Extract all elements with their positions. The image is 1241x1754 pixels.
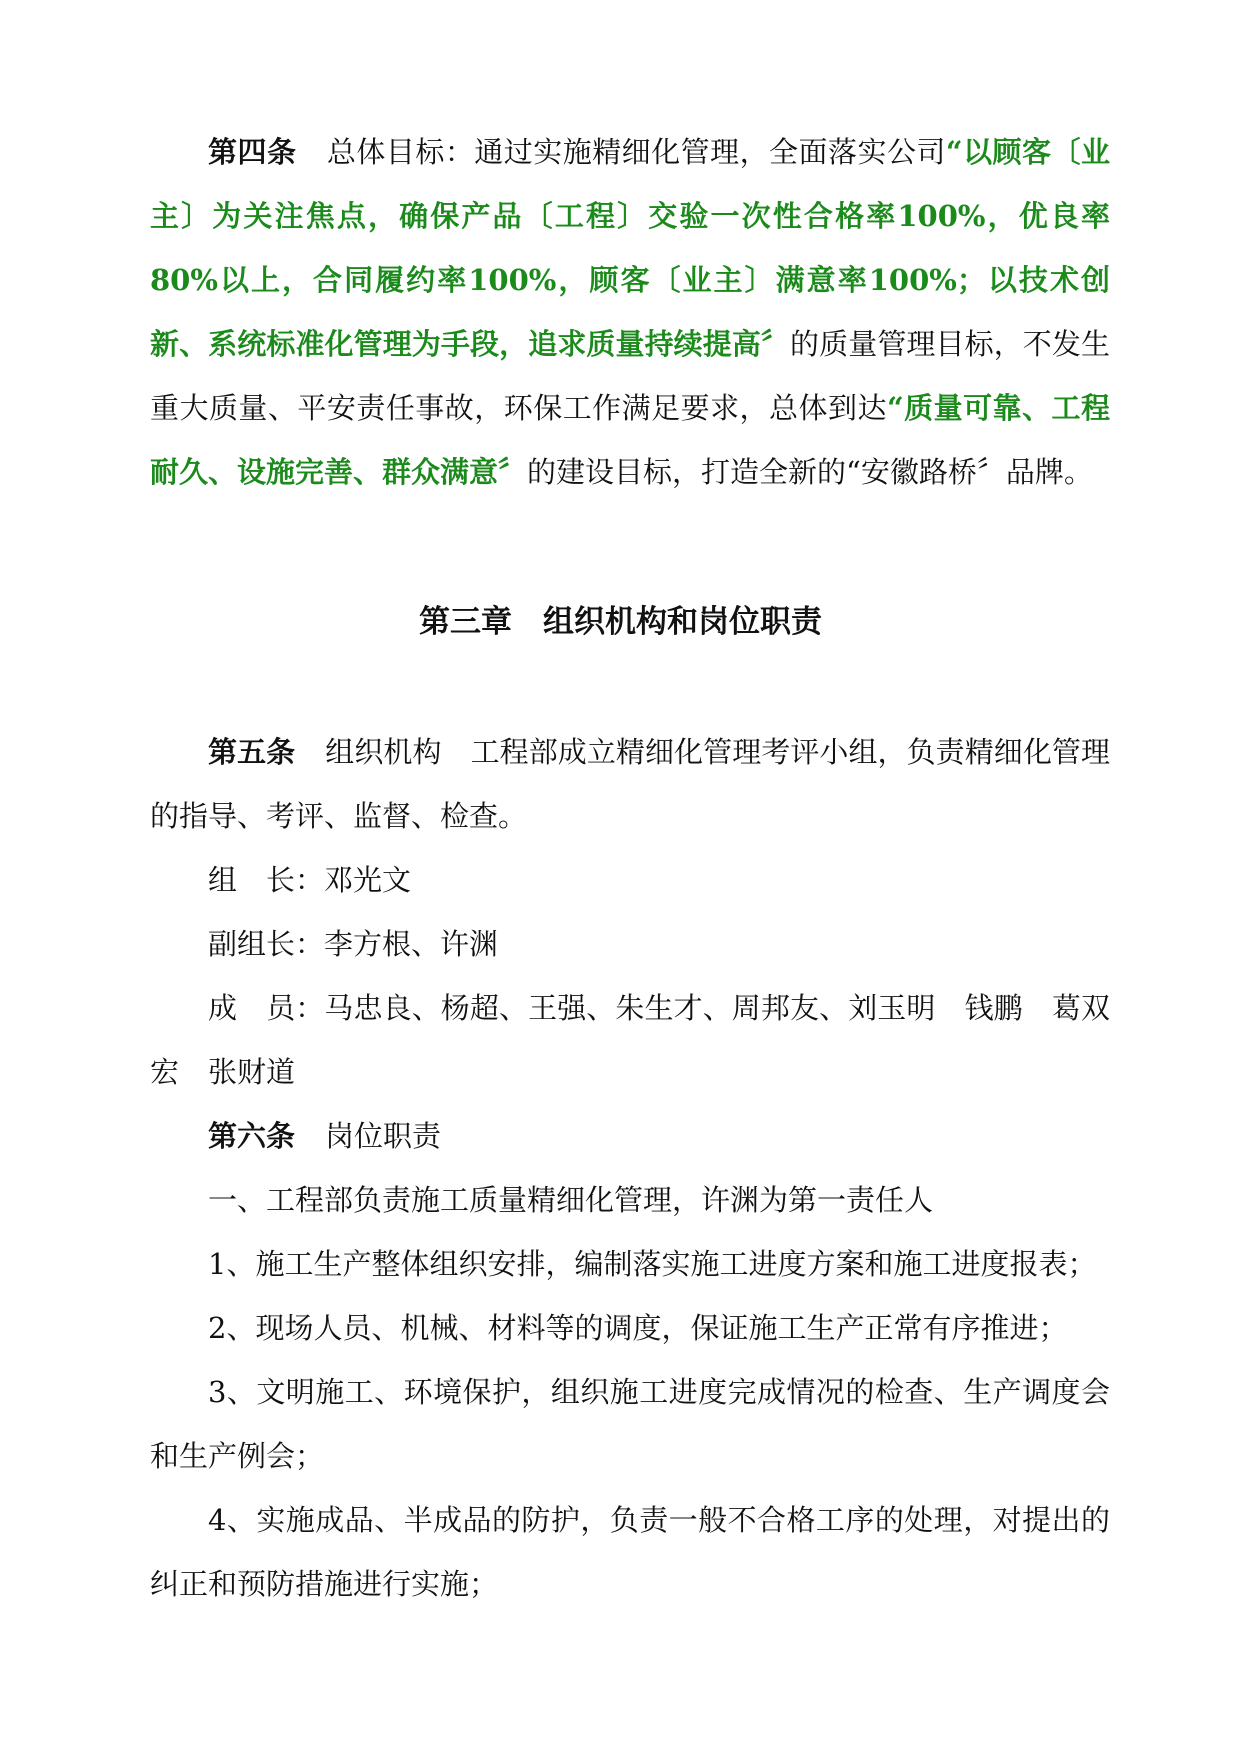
article-6-paragraph [150,1104,1110,1168]
article-5-paragraph [150,720,1110,848]
article-4-label: 第四条 [208,135,297,169]
article-5-label: 第五条 [208,735,296,769]
article-4-lead: 总体目标：通过实施精细化管理，全面落实公司 [326,135,946,169]
duty-item: 3、文明施工、环境保护，组织施工进度完成情况的检查、生产调度会和生产例会； [150,1375,1110,1473]
quality-goal-highlight: “以顾客〔业主〕为关注焦点，确保产品〔工程〕交验一次性合格率100%，优良率80%以上，合同履约率100%，顾客〔业主〕满意率100%；以技术创新、系统标准化管理为手段，追求质量持续提高〞 [150,135,1110,361]
group-leader-line: 组 长：邓光文 [208,863,412,897]
article-6-text: 岗位职责 [325,1119,442,1153]
responsibility-item-one: 一、工程部负责施工质量精细化管理，许渊为第一责任人 [208,1183,934,1217]
article-4-middle: 的质量管理目标，不发生重大质量、平安责任事故，环保工作满足要求，总体到达 [150,327,1110,425]
construction-goal-highlight: “质量可靠、工程耐久、设施完善、群众满意〞 [150,391,1110,489]
duty-item: 2、现场人员、机械、材料等的调度，保证施工生产正常有序推进； [208,1311,1068,1345]
chapter-3-heading: 第三章 组织机构和岗位职责 [419,604,822,640]
duty-item: 1、施工生产整体组织安排，编制落实施工进度方案和施工进度报表； [208,1247,1097,1281]
group-members-line: 成 员：马忠良、杨超、王强、朱生才、周邦友、刘玉明 钱鹏 葛双宏 张财道 [150,991,1110,1089]
article-6-label: 第六条 [208,1119,296,1153]
duty-item: 4、实施成品、半成品的防护，负责一般不合格工序的处理，对提出的纠正和预防措施进行实施； [150,1503,1110,1601]
article-4-paragraph [150,120,1110,504]
article-4-tail: 的建设目标，打造全新的“安徽路桥〞品牌。 [527,455,1093,489]
deputy-leader-line: 副组长：李方根、许渊 [208,927,499,961]
article-5-text: 组织机构 工程部成立精细化管理考评小组，负责精细化管理的指导、考评、监督、检查。 [150,735,1110,833]
